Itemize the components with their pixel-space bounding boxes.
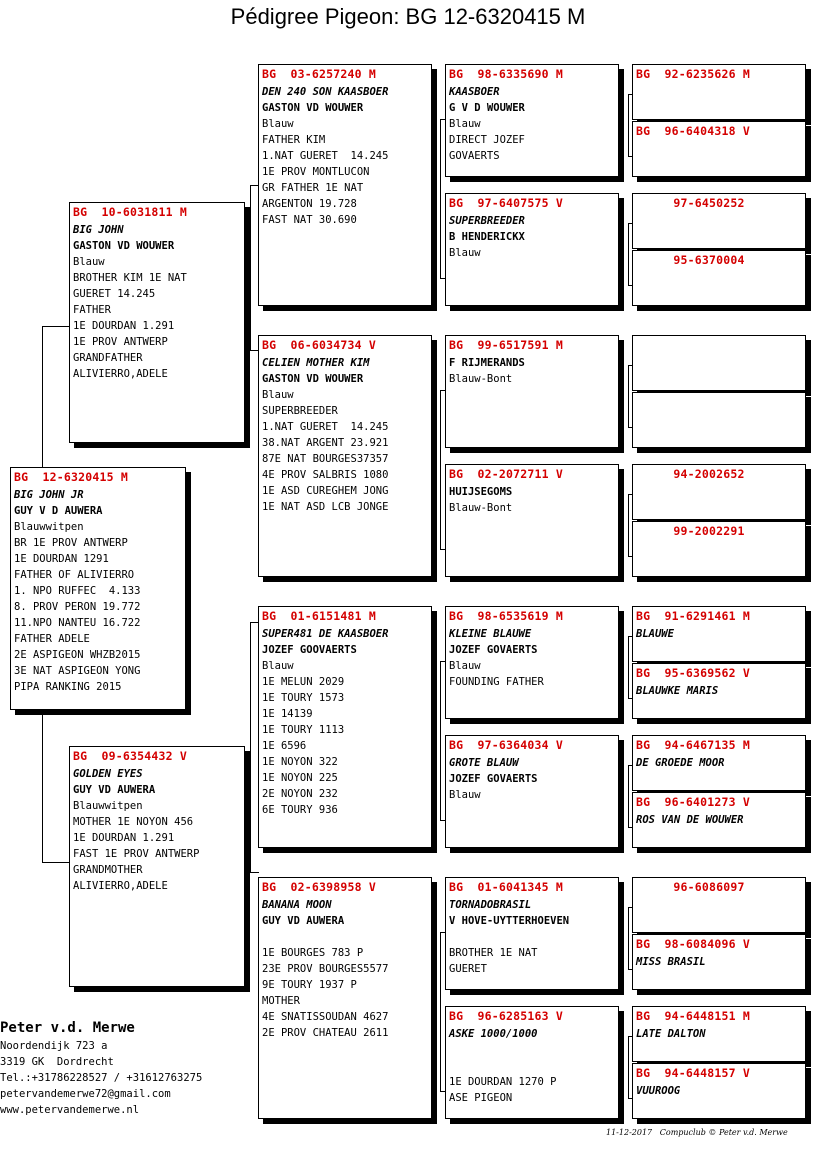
ring-number: BG 03-6257240 M: [262, 67, 376, 81]
connector-line: [628, 765, 629, 827]
detail-line: FATHER KIM: [262, 134, 326, 146]
detail-line: BROTHER 1E NAT: [449, 947, 538, 959]
pigeon-name: BIG JOHN JR: [14, 489, 84, 501]
pigeon-name: BLAUWE: [636, 628, 674, 640]
breeder-name: GASTON VD WOUWER: [262, 102, 364, 114]
great-grandparent-card: [445, 64, 619, 177]
pigeon-details: [449, 500, 615, 516]
detail-line: 23E PROV BOURGES5577: [262, 963, 389, 975]
detail-line: [449, 1042, 615, 1058]
pigeon-details: [73, 254, 241, 382]
detail-line: FATHER: [73, 304, 111, 316]
great-grandparent-card: [445, 877, 619, 990]
pigeon-details: [449, 371, 615, 387]
ring-number: BG 01-6151481 M: [262, 609, 376, 623]
ring-number: BG 94-6448157 V: [636, 1066, 750, 1080]
ring-number: 95-6370004: [673, 253, 745, 267]
ring-number: BG 96-6285163 V: [449, 1009, 563, 1023]
breeder-name: HUIJSEGOMS: [449, 486, 513, 498]
connector-line: [440, 119, 441, 278]
breeder-name: JOZEF GOVAERTS: [449, 644, 538, 656]
great-great-grandparent-card: [632, 1063, 806, 1119]
ring-number: BG 09-6354432 V: [73, 749, 187, 763]
detail-line: Blauwwitpen: [73, 800, 143, 812]
ring-number: 94-2002652: [673, 467, 745, 481]
grandparent-card: [258, 877, 432, 1119]
address-line: Tel.:+31786228527 / +31612763275: [0, 1072, 203, 1084]
detail-line: Blauw: [449, 660, 481, 672]
connector-line: [628, 494, 629, 556]
great-great-grandparent-card: [632, 735, 806, 791]
connector-line: [440, 661, 441, 820]
detail-line: 2E ASPIGEON WHZB2015: [14, 649, 141, 661]
pigeon-details: [262, 658, 428, 818]
detail-line: 8. PROV PERON 19.772: [14, 601, 141, 613]
ring-number: BG 12-6320415 M: [14, 470, 128, 484]
great-grandparent-card: [445, 606, 619, 719]
ring-number: 96-6086097: [673, 880, 745, 894]
detail-line: ASE PIGEON: [449, 1092, 513, 1104]
pigeon-details: [262, 929, 428, 1041]
breeder-name: GASTON VD WOUWER: [262, 373, 364, 385]
detail-line: 6E TOURY 936: [262, 804, 338, 816]
detail-line: PIPA RANKING 2015: [14, 681, 122, 693]
detail-line: BR 1E PROV ANTWERP: [14, 537, 128, 549]
detail-line: GRANDFATHER: [73, 352, 143, 364]
detail-line: BROTHER KIM 1E NAT: [73, 272, 187, 284]
pigeon-name: KAASBOER: [449, 86, 500, 98]
detail-line: MOTHER 1E NOYON 456: [73, 816, 194, 828]
detail-line: Blauwwitpen: [14, 521, 84, 533]
detail-line: Blauw: [449, 118, 481, 130]
subject-pigeon-card: [10, 467, 186, 710]
detail-line: 1E NOYON 322: [262, 756, 338, 768]
detail-line: Blauw: [449, 247, 481, 259]
breeder-name: B HENDERICKX: [449, 231, 525, 243]
owner-address: [0, 1038, 202, 1118]
detail-line: 1E PROV MONTLUCON: [262, 166, 370, 178]
detail-line: 1.NAT GUERET 14.245: [262, 421, 389, 433]
pigeon-details: [262, 116, 428, 228]
detail-line: 1E DOURDAN 1291: [14, 553, 109, 565]
great-great-grandparent-card: [632, 464, 806, 520]
ring-number: BG 10-6031811 M: [73, 205, 187, 219]
detail-line: 9E TOURY 1937 P: [262, 979, 357, 991]
pigeon-name: SUPER481 DE KAASBOER: [262, 628, 389, 640]
pigeon-name: ASKE 1000/1000: [449, 1028, 538, 1040]
connector-line: [628, 365, 629, 427]
detail-line: GUERET: [449, 963, 487, 975]
ring-number: BG 97-6364034 V: [449, 738, 563, 752]
connector-line: [42, 712, 43, 862]
ring-number: BG 98-6535619 M: [449, 609, 563, 623]
connector-line: [440, 932, 441, 1091]
ring-number: 97-6450252: [673, 196, 745, 210]
detail-line: 1E NAT ASD LCB JONGE: [262, 501, 389, 513]
detail-line: MOTHER: [262, 995, 300, 1007]
detail-line: 1E 14139: [262, 708, 313, 720]
detail-line: 1E 6596: [262, 740, 307, 752]
connector-line: [628, 636, 629, 698]
great-great-grandparent-card: [632, 877, 806, 933]
ring-number: BG 92-6235626 M: [636, 67, 750, 81]
detail-line: ALIVIERRO,ADELE: [73, 368, 168, 380]
detail-line: FATHER ADELE: [14, 633, 90, 645]
pigeon-name: DEN 240 SON KAASBOER: [262, 86, 389, 98]
breeder-name: GUY VD AUWERA: [262, 915, 345, 927]
pigeon-name: CELIEN MOTHER KIM: [262, 357, 370, 369]
ring-number: BG 97-6407575 V: [449, 196, 563, 210]
ring-number: BG 94-6448151 M: [636, 1009, 750, 1023]
pigeon-name: BANANA MOON: [262, 899, 332, 911]
great-great-grandparent-card: [632, 121, 806, 177]
ring-number: BG 96-6404318 V: [636, 124, 750, 138]
breeder-name: JOZEF GOOVAERTS: [262, 644, 357, 656]
detail-line: GRANDMOTHER: [73, 864, 143, 876]
grandparent-card: [258, 606, 432, 848]
detail-line: Blauw: [449, 789, 481, 801]
pigeon-name: TORNADOBRASIL: [449, 899, 532, 911]
breeder-name: F RIJMERANDS: [449, 357, 525, 369]
detail-line: [449, 1058, 615, 1074]
detail-line: 1E NOYON 225: [262, 772, 338, 784]
ring-number: BG 94-6467135 M: [636, 738, 750, 752]
pigeon-name: DE GROEDE MOOR: [636, 757, 725, 769]
pigeon-name: LATE DALTON: [636, 1028, 706, 1040]
address-line: Noordendijk 723 a: [0, 1040, 108, 1052]
detail-line: 1E ASD CUREGHEM JONG: [262, 485, 389, 497]
detail-line: 1E TOURY 1113: [262, 724, 345, 736]
great-great-grandparent-card: [632, 335, 806, 391]
ring-number: BG 06-6034734 V: [262, 338, 376, 352]
pigeon-name: KLEINE BLAUWE: [449, 628, 532, 640]
detail-line: 2E PROV CHATEAU 2611: [262, 1027, 389, 1039]
great-great-grandparent-card: [632, 606, 806, 662]
ring-number: BG 02-6398958 V: [262, 880, 376, 894]
detail-line: 1E DOURDAN 1270 P: [449, 1076, 557, 1088]
detail-line: 87E NAT BOURGES37357: [262, 453, 389, 465]
pigeon-details: [449, 929, 615, 977]
great-grandparent-card: [445, 193, 619, 306]
owner-contact: [0, 1018, 202, 1118]
grandparent-card: [258, 335, 432, 577]
pigeon-name: MISS BRASIL: [636, 956, 706, 968]
detail-line: 1E DOURDAN 1.291: [73, 320, 175, 332]
pigeon-details: [262, 387, 428, 515]
detail-line: 1E PROV ANTWERP: [73, 336, 168, 348]
ring-number: BG 96-6401273 V: [636, 795, 750, 809]
great-great-grandparent-card: [632, 64, 806, 120]
detail-line: GUERET 14.245: [73, 288, 156, 300]
detail-line: 11.NPO NANTEU 16.722: [14, 617, 141, 629]
detail-line: Blauw: [262, 118, 294, 130]
great-great-grandparent-card: [632, 250, 806, 306]
detail-line: Blauw: [262, 660, 294, 672]
connector-line: [628, 907, 629, 969]
connector-line: [628, 223, 629, 285]
detail-line: 1E MELUN 2029: [262, 676, 345, 688]
ring-number: 99-2002291: [673, 524, 745, 538]
pigeon-name: ROS VAN DE WOUWER: [636, 814, 744, 826]
credit-line: 11-12-2017 Compuclub © Peter v.d. Merwe: [606, 1128, 788, 1137]
detail-line: ARGENTON 19.728: [262, 198, 357, 210]
detail-line: 1E BOURGES 783 P: [262, 947, 364, 959]
detail-line: 4E PROV SALBRIS 1080: [262, 469, 389, 481]
detail-line: SUPERBREEDER: [262, 405, 338, 417]
great-grandparent-card: [445, 464, 619, 577]
detail-line: 4E SNATISSOUDAN 4627: [262, 1011, 389, 1023]
detail-line: DIRECT JOZEF: [449, 134, 525, 146]
connector-line: [250, 622, 251, 872]
pigeon-name: BLAUWKE MARIS: [636, 685, 719, 697]
connector-line: [42, 326, 70, 327]
pigeon-details: [449, 1042, 615, 1106]
connector-line: [628, 1036, 629, 1098]
detail-line: GOVAERTS: [449, 150, 500, 162]
detail-line: GR FATHER 1E NAT: [262, 182, 364, 194]
detail-line: FAST NAT 30.690: [262, 214, 357, 226]
page-title: Pédigree Pigeon: BG 12-6320415 M: [230, 4, 586, 29]
connector-line: [42, 862, 70, 863]
ring-number: BG 98-6335690 M: [449, 67, 563, 81]
pigeon-name: GROTE BLAUW: [449, 757, 519, 769]
pigeon-details: [449, 116, 615, 164]
detail-line: Blauw: [73, 256, 105, 268]
pigeon-name: BIG JOHN: [73, 224, 124, 236]
detail-line: Blauw: [262, 389, 294, 401]
pigeon-name: VUUROOG: [636, 1085, 681, 1097]
detail-line: 1. NPO RUFFEC 4.133: [14, 585, 141, 597]
breeder-name: GASTON VD WOUWER: [73, 240, 175, 252]
pigeon-details: [14, 519, 182, 695]
detail-line: 38.NAT ARGENT 23.921: [262, 437, 389, 449]
great-grandparent-card: [445, 1006, 619, 1119]
address-line: 3319 GK Dordrecht: [0, 1056, 114, 1068]
address-line: petervandemerwe72@gmail.com: [0, 1088, 171, 1100]
connector-line: [250, 185, 251, 350]
detail-line: ALIVIERRO,ADELE: [73, 880, 168, 892]
address-line: www.petervandemerwe.nl: [0, 1104, 140, 1116]
connector-line: [42, 326, 43, 468]
great-great-grandparent-card: [632, 934, 806, 990]
great-great-grandparent-card: [632, 193, 806, 249]
connector-line: [440, 390, 441, 549]
detail-line: Blauw-Bont: [449, 502, 513, 514]
pigeon-details: [449, 658, 615, 690]
pigeon-details: [73, 798, 241, 894]
pigeon-details: [449, 245, 615, 261]
pigeon-name: SUPERBREEDER: [449, 215, 525, 227]
detail-line: FAST 1E PROV ANTWERP: [73, 848, 200, 860]
great-great-grandparent-card: [632, 392, 806, 448]
breeder-name: GUY VD AUWERA: [73, 784, 156, 796]
ring-number: BG 02-2072711 V: [449, 467, 563, 481]
great-great-grandparent-card: [632, 792, 806, 848]
dam-card: [69, 746, 245, 987]
ring-number: BG 99-6517591 M: [449, 338, 563, 352]
detail-line: Blauw-Bont: [449, 373, 513, 385]
detail-line: FATHER OF ALIVIERRO: [14, 569, 135, 581]
breeder-name: JOZEF GOVAERTS: [449, 773, 538, 785]
ring-number: BG 95-6369562 V: [636, 666, 750, 680]
connector-line: [628, 94, 629, 156]
great-grandparent-card: [445, 735, 619, 848]
great-great-grandparent-card: [632, 663, 806, 719]
detail-line: FOUNDING FATHER: [449, 676, 544, 688]
detail-line: 3E NAT ASPIGEON YONG: [14, 665, 141, 677]
owner-name: Peter v.d. Merwe: [0, 1020, 135, 1036]
great-great-grandparent-card: [632, 1006, 806, 1062]
grandparent-card: [258, 64, 432, 306]
pigeon-name: GOLDEN EYES: [73, 768, 143, 780]
detail-line: 2E NOYON 232: [262, 788, 338, 800]
ring-number: BG 01-6041345 M: [449, 880, 563, 894]
detail-line: 1.NAT GUERET 14.245: [262, 150, 389, 162]
connector-line: [250, 350, 251, 351]
connector-line: [250, 872, 259, 873]
breeder-name: G V D WOUWER: [449, 102, 525, 114]
pigeon-details: [449, 787, 615, 803]
ring-number: BG 98-6084096 V: [636, 937, 750, 951]
detail-line: 1E DOURDAN 1.291: [73, 832, 175, 844]
breeder-name: GUY V D AUWERA: [14, 505, 103, 517]
detail-line: 1E TOURY 1573: [262, 692, 345, 704]
breeder-name: V HOVE-UYTTERHOEVEN: [449, 915, 570, 927]
ring-number: BG 91-6291461 M: [636, 609, 750, 623]
sire-card: [69, 202, 245, 443]
detail-line: [262, 929, 428, 945]
great-grandparent-card: [445, 335, 619, 448]
detail-line: [449, 929, 615, 945]
great-great-grandparent-card: [632, 521, 806, 577]
